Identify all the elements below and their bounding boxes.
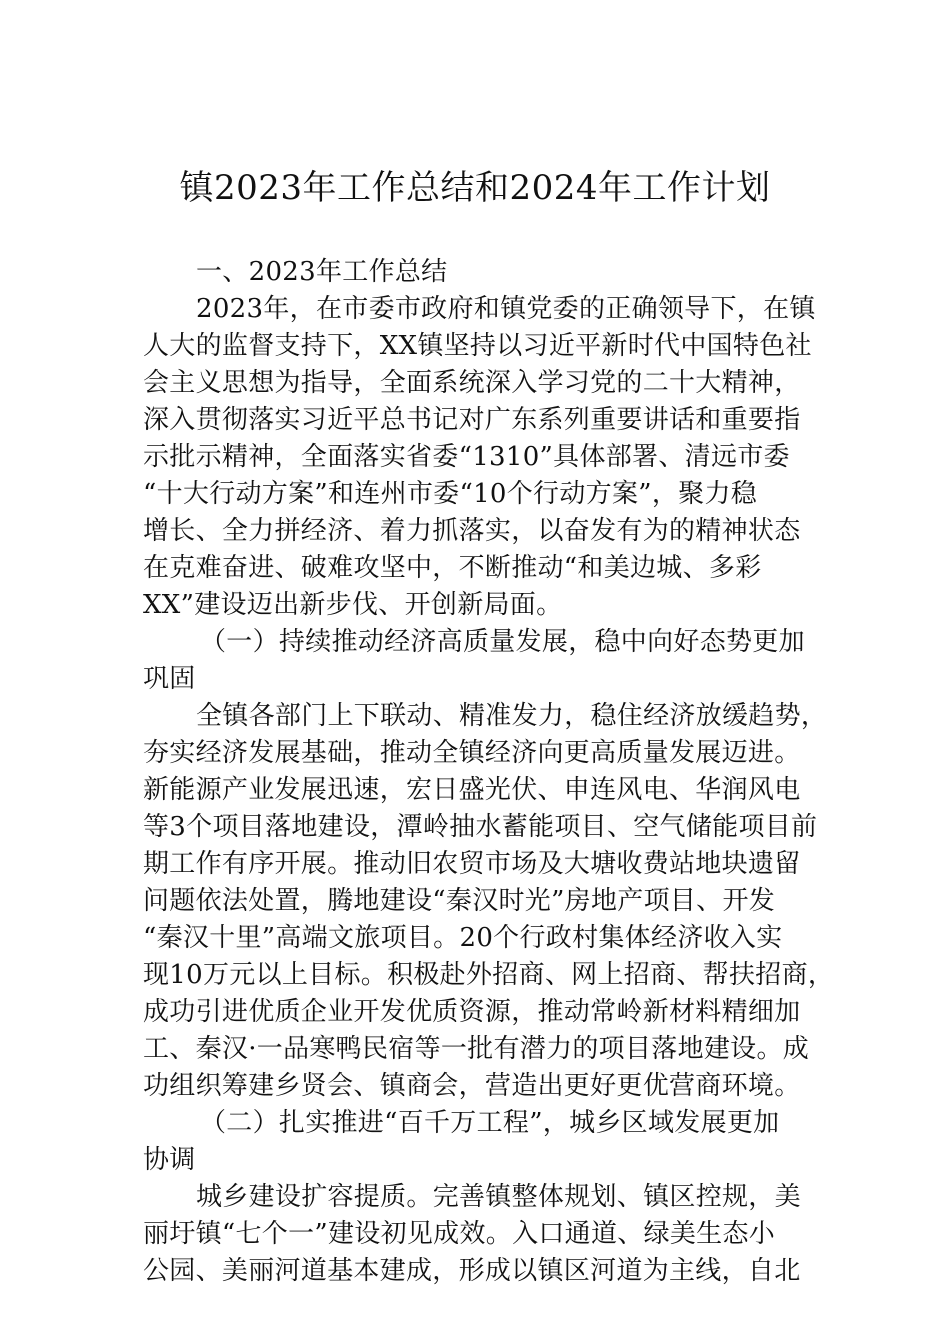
subsection-heading: （一）持续推动经济高质量发展，稳中向好态势更加 (200, 627, 805, 657)
paragraph-line: “十大行动方案”和连州市委“10个行动方案”，聚力稳 (143, 479, 758, 509)
paragraph-line: 功组织筹建乡贤会、镇商会，营造出更好更优营商环境。 (143, 1071, 801, 1101)
paragraph-line: “秦汉十里”高端文旅项目。20个行政村集体经济收入实 (143, 923, 783, 953)
subsection-heading: 协调 (143, 1145, 196, 1175)
paragraph-line: 等3个项目落地建设，潭岭抽水蓄能项目、空气储能项目前 (143, 812, 818, 842)
paragraph-line: 在克难奋进、破难攻坚中，不断推动“和美边城、多彩 (143, 553, 762, 583)
paragraph-line: 丽圩镇“七个一”建设初见成效。入口通道、绿美生态小 (143, 1219, 776, 1249)
paragraph-line: 问题依法处置，腾地建设“秦汉时光”房地产项目、开发 (143, 886, 776, 916)
paragraph-line: 深入贯彻落实习近平总书记对广东系列重要讲话和重要指 (143, 405, 801, 435)
paragraph-line: 全镇各部门上下联动、精准发力，稳住经济放缓趋势， (196, 701, 828, 731)
paragraph-line: 人大的监督支持下，XX镇坚持以习近平新时代中国特色社 (143, 331, 812, 361)
paragraph-line: XX”建设迈出新步伐、开创新局面。 (143, 590, 563, 620)
document-title: 镇2023年工作总结和2024年工作计划 (179, 168, 771, 208)
paragraph-line: 增长、全力拼经济、着力抓落实，以奋发有为的精神状态 (143, 516, 801, 546)
paragraph-line: 2023年，在市委市政府和镇党委的正确领导下，在镇 (196, 294, 816, 324)
paragraph-line: 城乡建设扩容提质。完善镇整体规划、镇区控规，美 (196, 1182, 801, 1212)
paragraph-line: 新能源产业发展迅速，宏日盛光伏、申连风电、华润风电 (143, 775, 801, 805)
subsection-heading: 巩固 (143, 664, 196, 694)
paragraph-line: 工、秦汉·一品寒鸭民宿等一批有潜力的项目落地建设。成 (143, 1034, 810, 1064)
paragraph-line: 夯实经济发展基础，推动全镇经济向更高质量发展迈进。 (143, 738, 801, 768)
paragraph-line: 现10万元以上目标。积极赴外招商、网上招商、帮扶招商， (143, 960, 835, 990)
paragraph-line: 成功引进优质企业开发优质资源，推动常岭新材料精细加 (143, 997, 801, 1027)
document-body (143, 254, 843, 1290)
paragraph-line: 示批示精神，全面落实省委“1310”具体部署、清远市委 (143, 442, 790, 472)
paragraph-line: 公园、美丽河道基本建成，形成以镇区河道为主线，自北 (143, 1256, 801, 1286)
subsection-heading: （二）扎实推进“百千万工程”，城乡区域发展更加 (200, 1108, 780, 1138)
paragraph-line: 期工作有序开展。推动旧农贸市场及大塘收费站地块遗留 (143, 849, 801, 879)
section-heading: 一、2023年工作总结 (196, 257, 448, 287)
paragraph-line: 会主义思想为指导，全面系统深入学习党的二十大精神， (143, 368, 801, 398)
